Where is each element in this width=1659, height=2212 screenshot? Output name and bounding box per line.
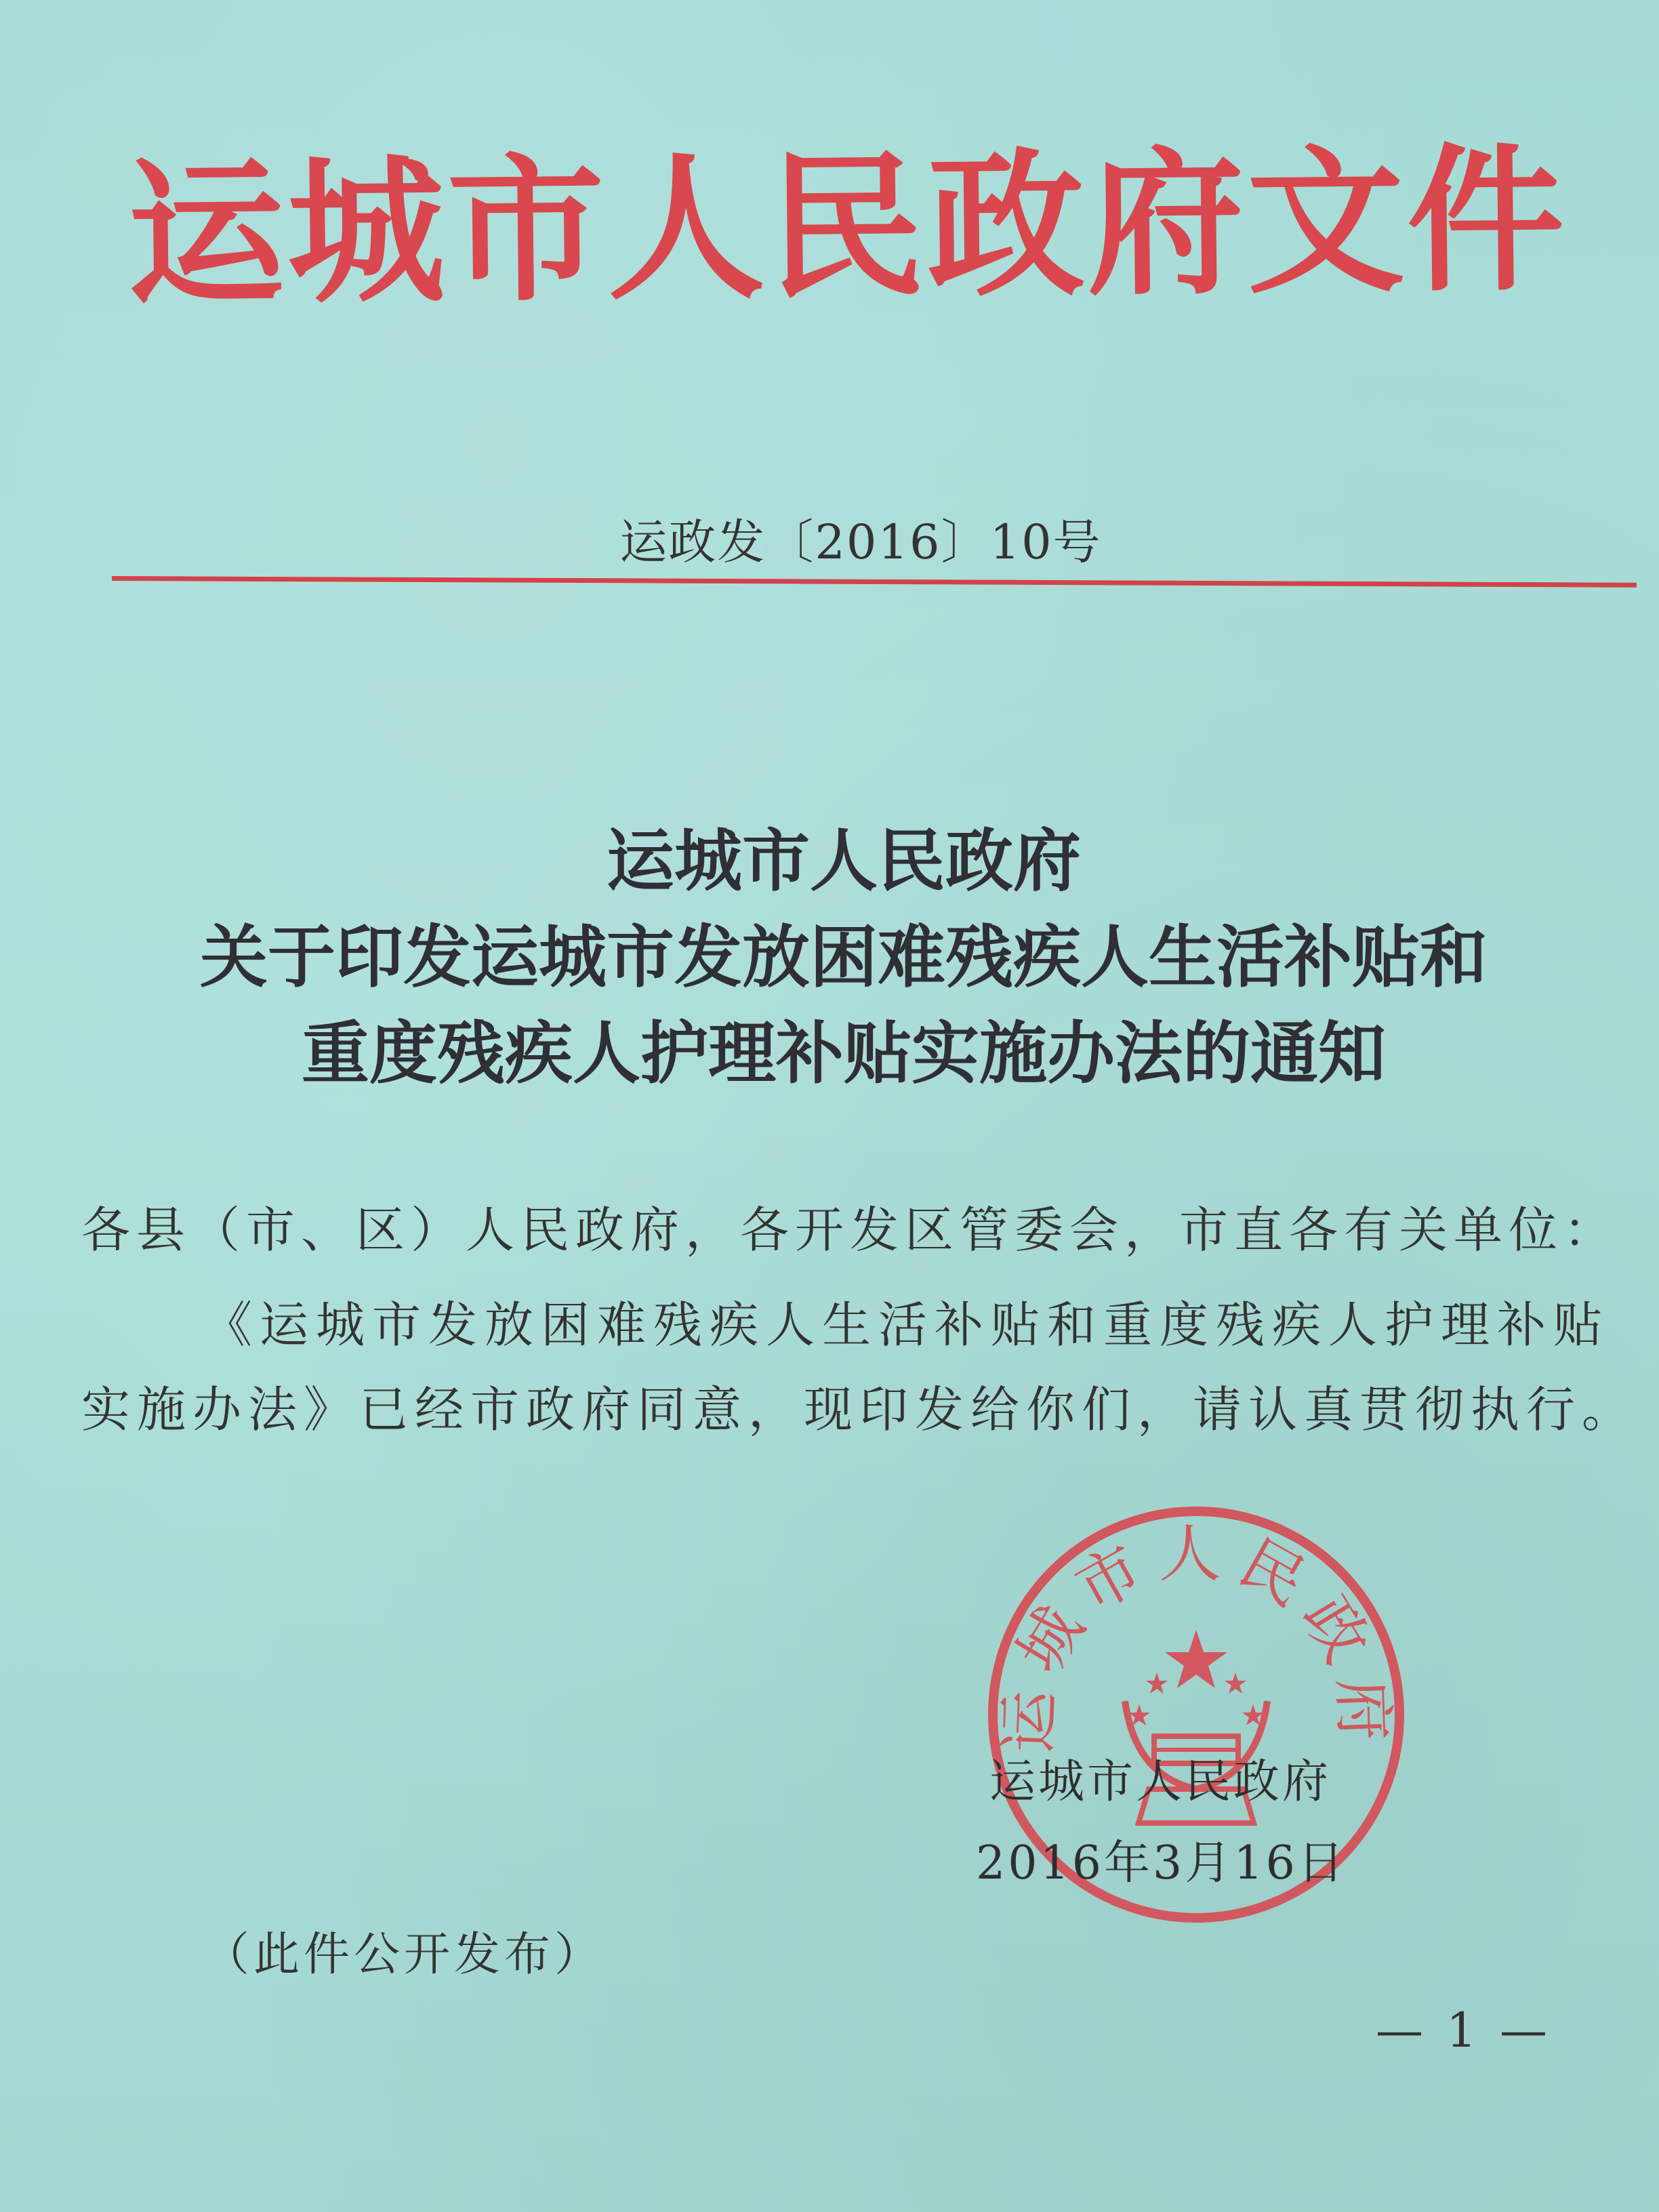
title-line-1: 运城市人民政府	[607, 821, 1081, 901]
addressee-line: 各县（市、区）人民政府，各开发区管委会，市直各有关单位：	[81, 1202, 1619, 1258]
page-number: — 1 —	[1376, 2003, 1552, 2058]
signing-authority: 运城市人民政府	[989, 1755, 1332, 1809]
body-line-2: 实施办法》已经市政府同意，现印发给你们，请认真贯彻执行。	[81, 1381, 1638, 1438]
title-line-3: 重度残疾人护理补贴实施办法的通知	[302, 1014, 1386, 1093]
title-line-2: 关于印发运城市发放困难残疾人生活补贴和	[200, 918, 1488, 997]
body-line-1: 《运城市发放困难残疾人生活补贴和重度残疾人护理补贴	[203, 1296, 1610, 1353]
issue-date: 2016年3月16日	[976, 1837, 1347, 1890]
document-number: 运政发〔2016〕10号	[619, 514, 1102, 570]
publication-note: （此件公开发布）	[203, 1928, 605, 1982]
document-masthead: 运城市人民政府文件	[126, 126, 1568, 327]
svg-text:运城市人民政府: 运城市人民政府	[991, 1518, 1401, 1755]
document-title	[81, 813, 1606, 1102]
